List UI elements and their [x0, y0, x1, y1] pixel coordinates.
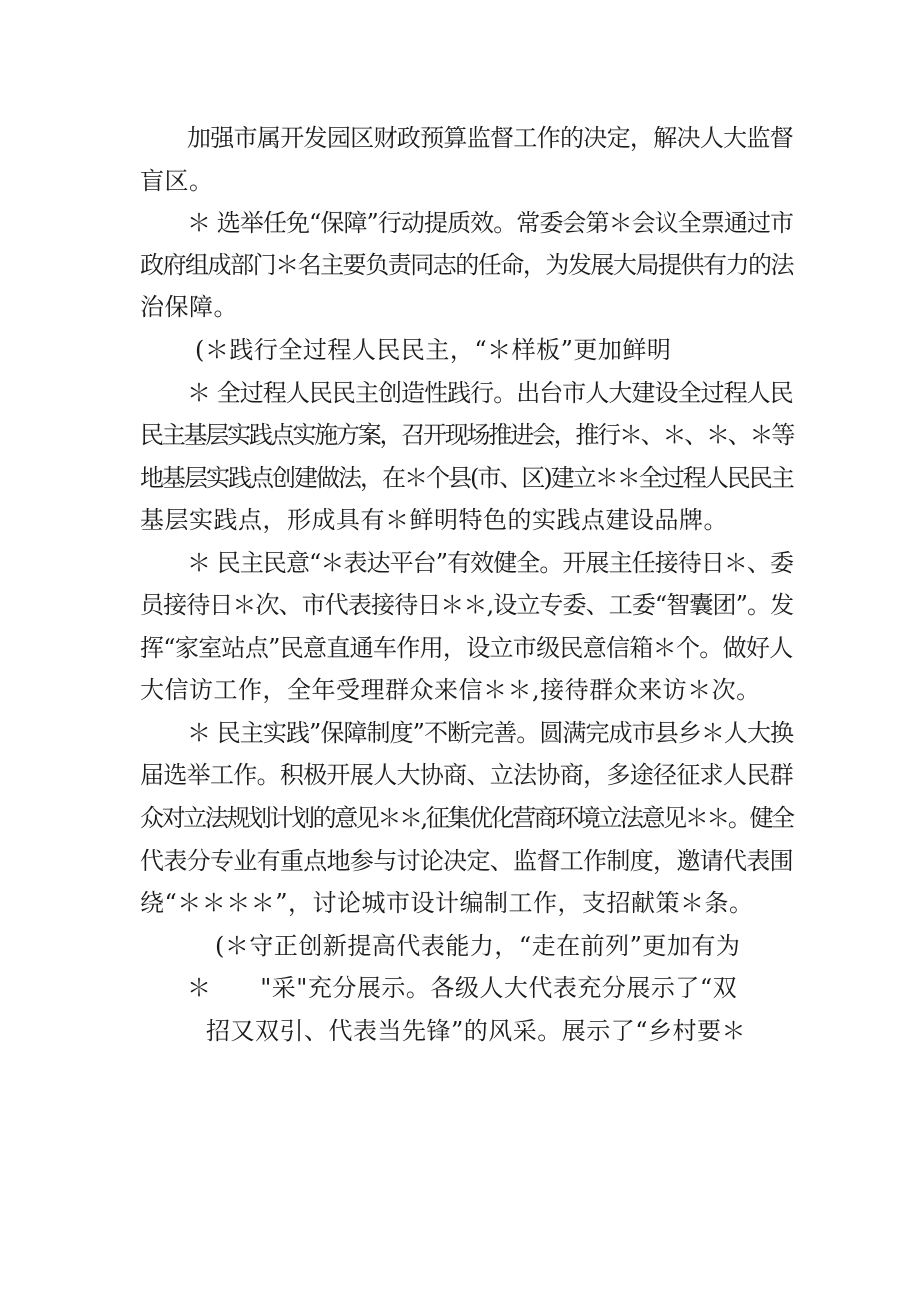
text-line: 招又双引、代表当先锋”的风采。展示了“乡村要＊ [206, 1017, 747, 1045]
text-line: 员接待日＊次、市代表接待日＊＊,设立专委、工委“智囊团”。发 [140, 591, 794, 619]
text-line: ＊ 全过程人民民主创造性践行。出台市人大建设全过程人民 [187, 379, 793, 407]
text-line: ＊ "采"充分展示。各级人大代表充分展示了“双 [187, 974, 738, 1002]
text-line: 基层实践点，形成具有＊鲜明特色的实践点建设品牌。 [140, 506, 728, 534]
text-line: 届选举工作。积极开展人大协商、立法协商，多途径征求人民群 [140, 761, 793, 789]
text-line: 挥“家室站点”民意直通车作用，设立市级民意信箱＊个。做好人 [140, 634, 793, 662]
text-line: 加强市属开发园区财政预算监督工作的决定，解决人大监督 [187, 124, 794, 152]
section-heading: (＊践行全过程人民民主，“＊样板”更加鲜明 [195, 336, 672, 364]
text-line: 盲区。 [140, 167, 214, 195]
text-line: 绕“＊＊＊＊”，讨论城市设计编制工作，支招献策＊条。 [140, 889, 754, 917]
text-line: 代表分专业有重点地参与讨论决定、监督工作制度，邀请代表围 [140, 847, 793, 875]
text-line: 众对立法规划计划的意见＊＊,征集优化营商环境立法意见＊＊。健全 [140, 804, 793, 832]
text-line: ＊ 选举任免“保障”行动提质效。常委会第＊会议全票通过市 [187, 209, 794, 237]
section-heading: (＊守正创新提高代表能力，“走在前列”更加有为 [215, 932, 741, 960]
text-line: 治保障。 [140, 293, 238, 321]
text-line: 民主基层实践点实施方案，召开现场推进会，推行＊、＊、＊、＊等 [140, 421, 794, 449]
text-line: ＊ 民主民意“＊表达平台”有效健全。开展主任接待日＊、委 [187, 549, 794, 577]
text-line: 地基层实践点创建做法，在＊个县(市、区)建立＊＊全过程人民民主 [140, 464, 793, 492]
text-line: 大信访工作，全年受理群众来信＊＊,接待群众来访＊次。 [140, 676, 761, 704]
text-line: ＊ 民主实践”保障制度”不断完善。圆满完成市县乡＊人大换 [187, 719, 794, 747]
text-line: 政府组成部门＊名主要负责同志的任命，为发展大局提供有力的法 [140, 251, 794, 279]
